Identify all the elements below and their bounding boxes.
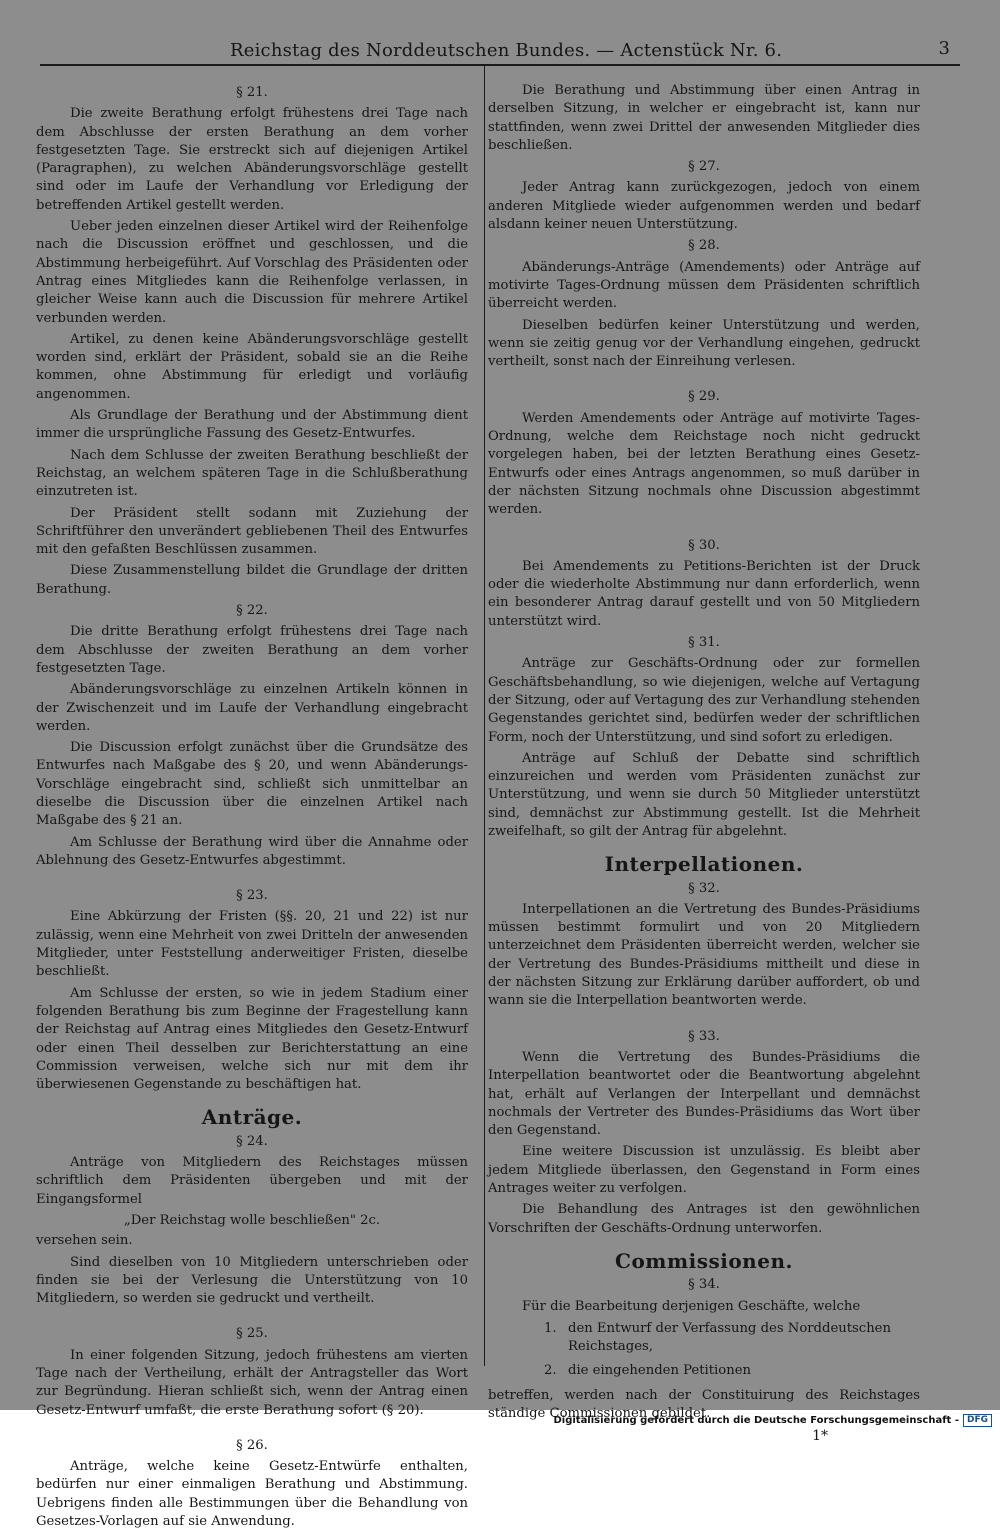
paragraph: Eine Abkürzung der Fristen (§§. 20, 21 und 22) ist nur zulässig, wenn eine Mehrheit von zwei Dritteln der anwesenden Mitglieder, unter Feststellung anderweitiger Fristen, dieselbe beschließt. (36, 909, 468, 980)
paragraph: Die zweite Berathung erfolgt frühestens drei Tage nach dem Abschlusse der ersten Berathung an dem vorher festgesetzten Tage. Sie erstreckt sich auf diejenigen Artikel (Paragraphen), zu welchen Abänderungsvorschläge gestellt sind oder im Laufe der Verhandlung vor Erledigung der betreffenden Artikel gestellt werden. (36, 106, 468, 213)
paragraph: Sind dieselben von 10 Mitgliedern unterschrieben oder finden sie bei der Verlesung die Unterstützung von 10 Mitgliedern, so werden sie gedruckt und vertheilt. (36, 1254, 468, 1307)
section-heading-33: § 33. (688, 1028, 720, 1044)
footer-text: Digitalisierung gefördert durch die Deutsche Forschungsgemeinschaft - (553, 1415, 959, 1426)
column-divider (484, 66, 485, 1366)
heading-antraege: Anträge. (201, 1105, 303, 1130)
paragraph: In einer folgenden Sitzung, jedoch frühestens am vierten Tage nach der Vertheilung, erhält der Antragsteller das Wort zur Begründung. Hieran schließt sich, wenn der Antrag einen Gesetz-Entwurf umfaßt, die erste Berathung sofort (§ 20). (36, 1347, 468, 1418)
dfg-logo: DFG (963, 1414, 992, 1427)
paragraph: Der Präsident stellt sodann mit Zuziehung der Schriftführer den unverändert gebliebenen Theil des Entwurfes mit den gefaßten Beschlüssen zusammen. (36, 505, 468, 558)
paragraph: Dieselben bedürfen keiner Unterstützung und werden, wenn sie zeitig genug vor der Verhandlung eingehen, gedruckt vertheilt, sonst nach der Einreihung verlesen. (488, 317, 920, 370)
section-heading-23: § 23. (236, 888, 268, 904)
list-text: die eingehenden Petitionen (568, 1363, 751, 1379)
paragraph: Ueber jeden einzelnen dieser Artikel wird der Reihenfolge nach die Discussion eröffnet und geschlossen, und die Abstimmung herbeigeführt. Auf Vorschlag des Präsidenten oder Antrag eines Mitgliedes kann die Reihenfolge verlassen, in gleicher Weise kann auch die Discussion für mehrere Artikel verbunden werden. (36, 219, 468, 326)
formula-quote: „Der Reichstag wolle beschließen" 2c. (123, 1212, 381, 1228)
paragraph: Die Discussion erfolgt zunächst über die Grundsätze des Entwurfes nach Maßgabe des § 20, und wenn Abänderungs-Vorschläge eingebracht sind, schließt sich unmittelbar an dieselbe die Discussion über die einzelnen Artikel nach Maßgabe des § 21 an. (36, 740, 468, 829)
paragraph: Jeder Antrag kann zurückgezogen, jedoch von einem anderen Mitgliede wieder aufgenommen werden und bedarf alsdann keiner neuen Unterstützung. (488, 180, 920, 233)
paragraph: Nach dem Schlusse der zweiten Berathung beschließt der Reichstag, an welchem späteren Tage in die Schlußberathung einzutreten ist. (36, 447, 468, 500)
paragraph: Wenn die Vertretung des Bundes-Präsidiums die Interpellation beantwortet oder die Beantwortung abgelehnt hat, erhält auf Verlangen der Interpellant und demnächst nochmals der Vertreter des Bundes-Präsidiums das Wort über den Gegenstand. (488, 1049, 920, 1139)
section-heading-26: § 26. (236, 1437, 268, 1453)
paragraph: Am Schlusse der Berathung wird über die Annahme oder Ablehnung des Gesetz-Entwurfes abgestimmt. (36, 834, 468, 868)
list-number: 2. (544, 1363, 557, 1379)
section-heading-34: § 34. (688, 1277, 720, 1293)
paragraph: Anträge von Mitgliedern des Reichstages müssen schriftlich dem Präsidenten übergeben und mit der Eingangsformel (36, 1155, 468, 1207)
paragraph: Diese Zusammenstellung bildet die Grundlage der dritten Berathung. (36, 563, 468, 597)
list-number: 1. (544, 1320, 557, 1336)
heading-commissionen: Commissionen. (615, 1248, 793, 1273)
paragraph: Am Schlusse der ersten, so wie in jedem Stadium einer folgenden Berathung bis zum Beginne der Fragestellung kann der Reichstag auf Antrag eines Mitgliedes den Gesetz-Entwurf oder einen Theil desselben zur Berichterstattung an eine Commission verweisen, welche sich nur mit dem ihr überwiesenen Gegenstande zu beschäftigen hat. (36, 985, 468, 1093)
section-heading-29: § 29. (688, 389, 720, 405)
paragraph: Interpellationen an die Vertretung des Bundes-Präsidiums müssen bestimmt formulirt und von 20 Mitgliedern unterzeichnet dem Präsidenten überreicht werden, welcher sie der Vertretung des Bundes-Präsidiums mittheilt und diese in der nächsten Sitzung zur Erklärung darüber auffordert, ob und wann sie die Interpellation beantworten werde. (488, 901, 920, 1009)
paragraph: Anträge auf Schluß der Debatte sind schriftlich einzureichen und werden vom Präsidenten zunächst zur Unterstützung, und wenn sie durch 50 Mitglieder unterstützt sind, demnächst zur Abstimmung gestellt. Ist die Mehrheit zweifelhaft, so gilt der Antrag für abgelehnt. (488, 750, 920, 839)
section-heading-27: § 27. (688, 159, 720, 175)
section-heading-24: § 24. (236, 1133, 268, 1149)
right-column (488, 82, 920, 1446)
paragraph: Abänderungs-Anträge (Amendements) oder Anträge auf motivirte Tages-Ordnung müssen dem Präsidenten schriftlich überreicht werden. (488, 259, 920, 312)
left-column (36, 82, 468, 1534)
page-number: 3 (938, 38, 950, 59)
section-heading-21: § 21. (236, 85, 268, 100)
section-heading-22: § 22. (236, 603, 268, 619)
numbered-list (544, 1320, 920, 1381)
paragraph: Eine weitere Discussion ist unzulässig. Es bleibt aber jedem Mitgliede überlassen, den Gegenstand in Form eines Antrages weiter zu verfolgen. (488, 1144, 920, 1197)
paragraph: Anträge zur Geschäfts-Ordnung oder zur formellen Geschäftsbehandlung, so wie diejenigen, welche auf Vertagung der Sitzung, oder auf Vertagung des zur Verhandlung stehenden Gegenstandes gerichtet sind, bedürfen weder der schriftlichen Form, noch der Unterstützung, und sind sofort zu erledigen. (488, 656, 920, 745)
paragraph: Werden Amendements oder Anträge auf motivirte Tages-Ordnung, welche dem Reichstage noch nicht gedruckt vorgelegen haben, bei der letzten Berathung eines Gesetz-Entwurfs oder eines Antrags angenommen, so muß darüber in der nächsten Sitzung nochmals ohne Discussion abgestimmt werden. (488, 410, 920, 518)
section-heading-32: § 32. (688, 880, 720, 896)
section-heading-25: § 25. (236, 1326, 268, 1342)
paragraph: betreffen, werden nach der Constituirung des Reichstages ständige Commissionen gebildet. (488, 1387, 920, 1421)
section-heading-28: § 28. (688, 238, 720, 254)
running-title: Reichstag des Norddeutschen Bundes. — Actenstück Nr. 6. (230, 40, 783, 61)
paragraph: Abänderungsvorschläge zu einzelnen Artikeln können in der Zwischenzeit und im Laufe der Verhandlung eingebracht werden. (36, 682, 468, 734)
paragraph: Artikel, zu denen keine Abänderungsvorschläge gestellt worden sind, erklärt der Präsident, sobald sie an die Reihe kommen, ohne Abstimmung für erledigt und vorläufig angenommen. (36, 331, 468, 402)
page-header (40, 30, 960, 66)
paragraph: Anträge, welche keine Gesetz-Entwürfe enthalten, bedürfen nur einer einmaligen Berathung und Abstimmung. Uebrigens finden alle Bestimmungen über die Behandlung von Gesetzes-Vorlagen auf sie Anwendung. (36, 1459, 468, 1530)
paragraph: Für die Bearbeitung derjenigen Geschäfte, welche (522, 1298, 861, 1314)
list-item (544, 1320, 920, 1357)
paragraph: Die Behandlung des Antrages ist den gewöhnlichen Vorschriften der Geschäfts-Ordnung unterworfen. (488, 1202, 920, 1236)
paragraph: Die Berathung und Abstimmung über einen Antrag in derselben Sitzung, in welcher er eingebracht ist, kann nur stattfinden, wenn zwei Drittel der anwesenden Mitglieder dies beschließen. (488, 83, 920, 153)
paragraph: Die dritte Berathung erfolgt frühestens drei Tage nach dem Abschlusse der zweiten Berathung an dem vorher festgesetzten Tage. (36, 624, 468, 676)
paragraph: Als Grundlage der Berathung und der Abstimmung dient immer die ursprüngliche Fassung des Gesetz-Entwurfes. (36, 408, 468, 442)
list-item (544, 1362, 920, 1380)
heading-interpellationen: Interpellationen. (604, 852, 804, 877)
list-text: den Entwurf der Verfassung des Norddeutschen Reichstages, (568, 1320, 891, 1355)
section-heading-30: § 30. (688, 537, 720, 553)
paragraph: versehen sein. (36, 1233, 133, 1249)
digitization-footer (553, 1414, 992, 1427)
paragraph: Bei Amendements zu Petitions-Berichten ist der Druck oder die wiederholte Abstimmung nur dann erforderlich, wenn ein besonderer Antrag darauf gestellt und von 50 Mitgliedern unterstützt wird. (488, 558, 920, 629)
section-heading-31: § 31. (688, 635, 720, 651)
folio-mark: 1* (812, 1428, 828, 1445)
